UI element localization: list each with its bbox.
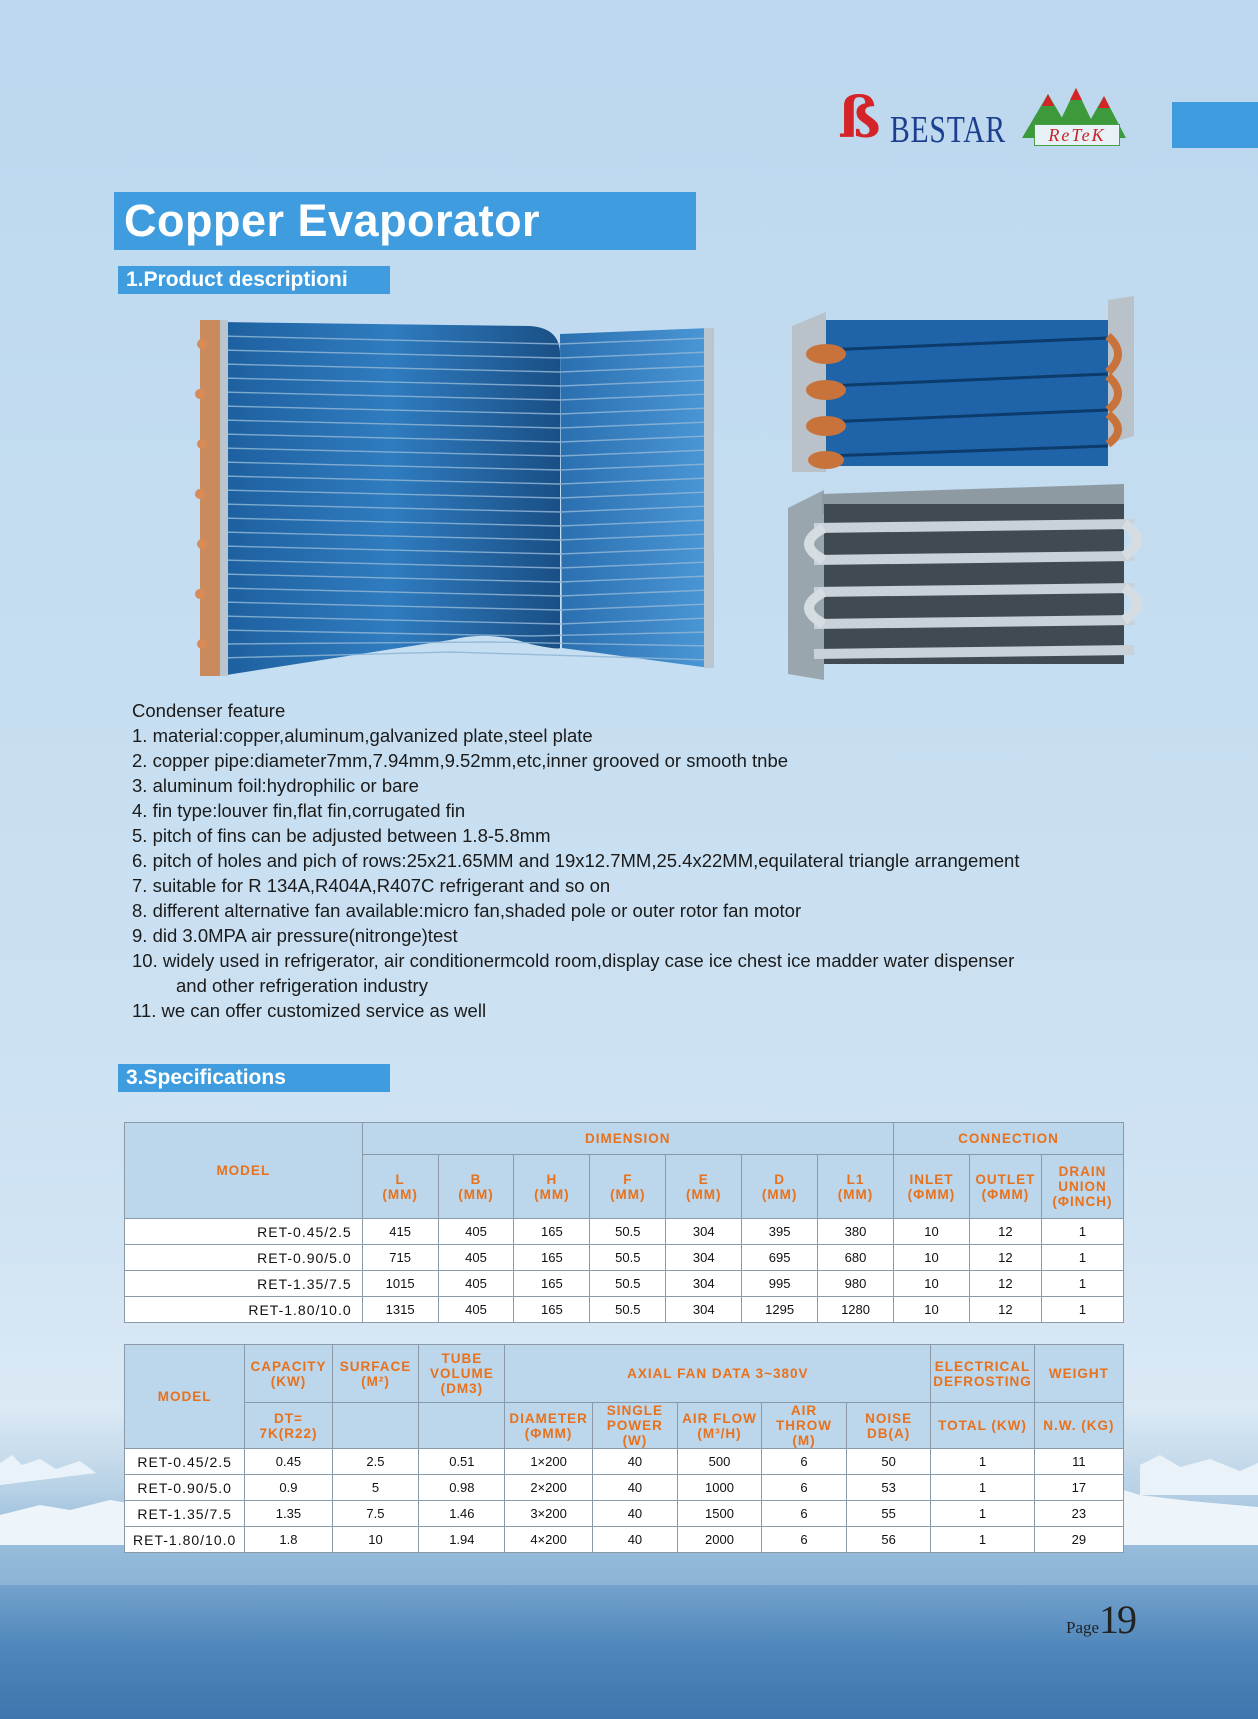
cell: 2.5 bbox=[332, 1449, 419, 1475]
cell: 415 bbox=[362, 1219, 438, 1245]
cell: 165 bbox=[514, 1245, 590, 1271]
cell: 4×200 bbox=[505, 1527, 593, 1553]
header-e: E (MM) bbox=[666, 1155, 742, 1219]
cell: 1315 bbox=[362, 1297, 438, 1323]
cell: 23 bbox=[1034, 1501, 1123, 1527]
cell: 12 bbox=[969, 1297, 1041, 1323]
table-row bbox=[125, 1297, 1124, 1323]
cell: 11 bbox=[1034, 1449, 1123, 1475]
header-air-throw: AIR THROW (M) bbox=[761, 1403, 846, 1449]
cell: 10 bbox=[893, 1219, 969, 1245]
header-capacity-dt: DT= 7K(R22) bbox=[245, 1403, 332, 1449]
cell: 304 bbox=[666, 1219, 742, 1245]
table-row bbox=[125, 1475, 1124, 1501]
cell: 1280 bbox=[818, 1297, 894, 1323]
cell: 1×200 bbox=[505, 1449, 593, 1475]
header-b: B (MM) bbox=[438, 1155, 514, 1219]
header-tube-volume: TUBE VOLUME (DM3) bbox=[419, 1345, 505, 1403]
cell: 55 bbox=[847, 1501, 931, 1527]
cell: 50.5 bbox=[590, 1219, 666, 1245]
cell: 395 bbox=[742, 1219, 818, 1245]
header-weight: WEIGHT bbox=[1034, 1345, 1123, 1403]
evaporator-photo-large bbox=[190, 314, 720, 686]
cell: 50.5 bbox=[590, 1271, 666, 1297]
cell: 405 bbox=[438, 1219, 514, 1245]
cell: 1 bbox=[931, 1527, 1035, 1553]
header-surface: SURFACE (M²) bbox=[332, 1345, 419, 1403]
cell: 10 bbox=[893, 1271, 969, 1297]
feature-list bbox=[132, 698, 1152, 1023]
bestar-logo-mark: ß bbox=[838, 85, 881, 151]
header-connection: CONNECTION bbox=[893, 1123, 1123, 1155]
cell: 5 bbox=[332, 1475, 419, 1501]
cell: 0.51 bbox=[419, 1449, 505, 1475]
cell: 50 bbox=[847, 1449, 931, 1475]
cell: 1 bbox=[1041, 1219, 1123, 1245]
brand-logos bbox=[838, 86, 1138, 156]
cell: 1 bbox=[1041, 1245, 1123, 1271]
cell: 1000 bbox=[678, 1475, 762, 1501]
header-axial-fan: AXIAL FAN DATA 3~380V bbox=[505, 1345, 931, 1403]
feature-item: 10. widely used in refrigerator, air conditionermcold room,display case ice chest ice madder water dispenser bbox=[132, 950, 1015, 971]
cell-model: RET-1.35/7.5 bbox=[125, 1501, 245, 1527]
cell: 6 bbox=[761, 1501, 846, 1527]
feature-item: 3. aluminum foil:hydrophilic or bare bbox=[132, 775, 419, 796]
table-row bbox=[125, 1449, 1124, 1475]
table-row bbox=[125, 1219, 1124, 1245]
evaporator-photo-silver bbox=[784, 484, 1152, 680]
header-drain-union: DRAIN UNION (ΦINCH) bbox=[1041, 1155, 1123, 1219]
cell: 40 bbox=[592, 1527, 677, 1553]
cell: 304 bbox=[666, 1245, 742, 1271]
cell: 165 bbox=[514, 1297, 590, 1323]
page-title: Copper Evaporator bbox=[114, 192, 696, 250]
feature-item: 8. different alternative fan available:micro fan,shaded pole or outer rotor fan motor bbox=[132, 900, 802, 921]
cell-model: RET-0.90/5.0 bbox=[125, 1245, 363, 1271]
header-model: MODEL bbox=[125, 1123, 363, 1219]
cell-model: RET-1.35/7.5 bbox=[125, 1271, 363, 1297]
header-electrical-defrosting: ELECTRICAL DEFROSTING bbox=[931, 1345, 1035, 1403]
cell: 50.5 bbox=[590, 1245, 666, 1271]
header-d: D (MM) bbox=[742, 1155, 818, 1219]
cell: 3×200 bbox=[505, 1501, 593, 1527]
cell: 695 bbox=[742, 1245, 818, 1271]
header-model: MODEL bbox=[125, 1345, 245, 1449]
table-row bbox=[125, 1245, 1124, 1271]
retek-logo-text: ReTeK bbox=[1034, 124, 1120, 146]
header-h: H (MM) bbox=[514, 1155, 590, 1219]
dimension-table bbox=[124, 1122, 1124, 1323]
cell: 1 bbox=[931, 1449, 1035, 1475]
header-total: TOTAL (KW) bbox=[931, 1403, 1035, 1449]
feature-item-continued: and other refrigeration industry bbox=[176, 975, 428, 996]
header-inlet: INLET (ΦMM) bbox=[893, 1155, 969, 1219]
cell: 1 bbox=[931, 1475, 1035, 1501]
header-dimension: DIMENSION bbox=[362, 1123, 893, 1155]
cell-model: RET-0.45/2.5 bbox=[125, 1219, 363, 1245]
cell: 1.94 bbox=[419, 1527, 505, 1553]
page-label: Page bbox=[1066, 1618, 1100, 1637]
feature-item: 2. copper pipe:diameter7mm,7.94mm,9.52mm,etc,inner grooved or smooth tnbe bbox=[132, 750, 789, 771]
header-l1: L1 (MM) bbox=[818, 1155, 894, 1219]
cell: 405 bbox=[438, 1297, 514, 1323]
feature-item: 4. fin type:louver fin,flat fin,corrugated fin bbox=[132, 800, 466, 821]
cell: 1.46 bbox=[419, 1501, 505, 1527]
cell: 405 bbox=[438, 1245, 514, 1271]
cell: 53 bbox=[847, 1475, 931, 1501]
cell-model: RET-0.90/5.0 bbox=[125, 1475, 245, 1501]
cell-model: RET-0.45/2.5 bbox=[125, 1449, 245, 1475]
cell: 1295 bbox=[742, 1297, 818, 1323]
header-l: L (MM) bbox=[362, 1155, 438, 1219]
header-nw: N.W. (KG) bbox=[1034, 1403, 1123, 1449]
cell: 1 bbox=[1041, 1297, 1123, 1323]
evaporator-photo-small-blue bbox=[786, 296, 1138, 472]
cell: 0.9 bbox=[245, 1475, 332, 1501]
header-blank bbox=[419, 1403, 505, 1449]
feature-item: 11. we can offer customized service as well bbox=[132, 1000, 487, 1021]
feature-item: 1. material:copper,aluminum,galvanized plate,steel plate bbox=[132, 725, 593, 746]
cell: 7.5 bbox=[332, 1501, 419, 1527]
cell: 12 bbox=[969, 1245, 1041, 1271]
cell: 0.45 bbox=[245, 1449, 332, 1475]
section-heading-description: 1.Product descriptioni bbox=[118, 266, 390, 294]
cell: 1.8 bbox=[245, 1527, 332, 1553]
cell: 2×200 bbox=[505, 1475, 593, 1501]
cell: 165 bbox=[514, 1271, 590, 1297]
cell: 56 bbox=[847, 1527, 931, 1553]
header-f: F (MM) bbox=[590, 1155, 666, 1219]
cell: 995 bbox=[742, 1271, 818, 1297]
cell: 6 bbox=[761, 1475, 846, 1501]
cell: 165 bbox=[514, 1219, 590, 1245]
cell: 500 bbox=[678, 1449, 762, 1475]
cell: 680 bbox=[818, 1245, 894, 1271]
header-blank bbox=[332, 1403, 419, 1449]
cell: 405 bbox=[438, 1271, 514, 1297]
header-diameter: DIAMETER (ΦMM) bbox=[505, 1403, 593, 1449]
cell: 17 bbox=[1034, 1475, 1123, 1501]
bestar-logo-text: BESTAR bbox=[890, 109, 1006, 151]
cell: 6 bbox=[761, 1449, 846, 1475]
performance-table bbox=[124, 1344, 1124, 1553]
page-number-value: 19 bbox=[1099, 1597, 1136, 1642]
cell: 0.98 bbox=[419, 1475, 505, 1501]
cell: 40 bbox=[592, 1449, 677, 1475]
header-capacity: CAPACITY (KW) bbox=[245, 1345, 332, 1403]
cell: 10 bbox=[332, 1527, 419, 1553]
cell: 10 bbox=[893, 1245, 969, 1271]
side-tab bbox=[1172, 102, 1258, 148]
cell: 380 bbox=[818, 1219, 894, 1245]
cell: 1.35 bbox=[245, 1501, 332, 1527]
feature-heading: Condenser feature bbox=[132, 700, 286, 721]
cell: 1 bbox=[931, 1501, 1035, 1527]
cell: 1015 bbox=[362, 1271, 438, 1297]
cell: 12 bbox=[969, 1271, 1041, 1297]
cell: 50.5 bbox=[590, 1297, 666, 1323]
table-row bbox=[125, 1271, 1124, 1297]
header-air-flow: AIR FLOW (M³/H) bbox=[678, 1403, 762, 1449]
cell: 1500 bbox=[678, 1501, 762, 1527]
cell: 980 bbox=[818, 1271, 894, 1297]
cell: 10 bbox=[893, 1297, 969, 1323]
cell-model: RET-1.80/10.0 bbox=[125, 1527, 245, 1553]
cell: 715 bbox=[362, 1245, 438, 1271]
table-row bbox=[125, 1527, 1124, 1553]
table-row bbox=[125, 1501, 1124, 1527]
cell: 6 bbox=[761, 1527, 846, 1553]
cell-model: RET-1.80/10.0 bbox=[125, 1297, 363, 1323]
page-number bbox=[1066, 1596, 1135, 1643]
feature-item: 9. did 3.0MPA air pressure(nitronge)test bbox=[132, 925, 458, 946]
cell: 29 bbox=[1034, 1527, 1123, 1553]
cell: 12 bbox=[969, 1219, 1041, 1245]
feature-item: 7. suitable for R 134A,R404A,R407C refrigerant and so on bbox=[132, 875, 611, 896]
section-heading-specifications: 3.Specifications bbox=[118, 1064, 390, 1092]
cell: 2000 bbox=[678, 1527, 762, 1553]
header-single-power: SINGLE POWER (W) bbox=[592, 1403, 677, 1449]
feature-item: 6. pitch of holes and pich of rows:25x21.65MM and 19x12.7MM,25.4x22MM,equilateral triangle arrangement bbox=[132, 850, 1020, 871]
header-noise: NOISE DB(A) bbox=[847, 1403, 931, 1449]
feature-item: 5. pitch of fins can be adjusted between 1.8-5.8mm bbox=[132, 825, 551, 846]
header-outlet: OUTLET (ΦMM) bbox=[969, 1155, 1041, 1219]
cell: 304 bbox=[666, 1297, 742, 1323]
cell: 40 bbox=[592, 1501, 677, 1527]
cell: 1 bbox=[1041, 1271, 1123, 1297]
cell: 40 bbox=[592, 1475, 677, 1501]
cell: 304 bbox=[666, 1271, 742, 1297]
